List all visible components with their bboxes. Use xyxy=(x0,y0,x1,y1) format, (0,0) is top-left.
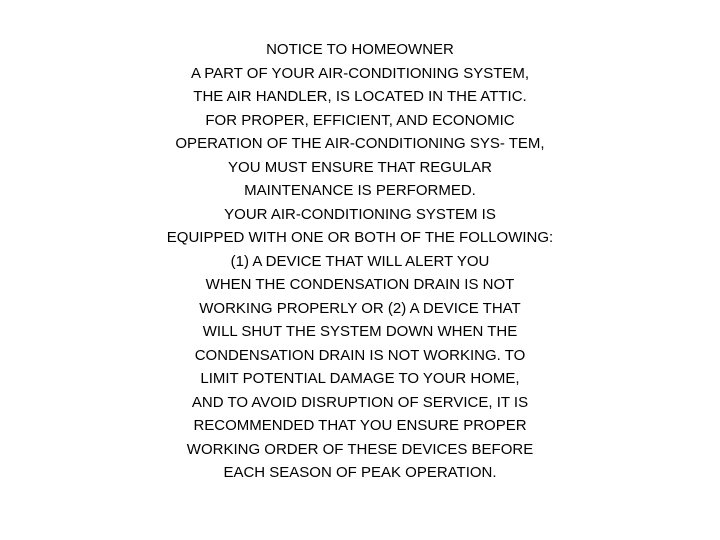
notice-line: THE AIR HANDLER, IS LOCATED IN THE ATTIC. xyxy=(193,88,527,105)
notice-title: NOTICE TO HOMEOWNER xyxy=(266,41,454,58)
notice-line: EACH SEASON OF PEAK OPERATION. xyxy=(223,464,497,481)
notice-line: RECOMMENDED THAT YOU ENSURE PROPER xyxy=(193,417,527,434)
notice-line: WORKING PROPERLY OR (2) A DEVICE THAT xyxy=(199,299,521,317)
notice-line: EQUIPPED WITH ONE OR BOTH OF THE FOLLOWING: xyxy=(166,229,554,246)
notice-text-block xyxy=(0,38,720,485)
notice-line: CONDENSATION DRAIN IS NOT WORKING. TO xyxy=(194,346,526,364)
notice-line: YOU MUST ENSURE THAT REGULAR xyxy=(228,158,492,176)
notice-line: OPERATION OF THE AIR-CONDITIONING SYS- TEM, xyxy=(175,135,545,152)
notice-line: WORKING ORDER OF THESE DEVICES BEFORE xyxy=(186,440,534,458)
notice-line: LIMIT POTENTIAL DAMAGE TO YOUR HOME, xyxy=(200,370,520,387)
notice-line: YOUR AIR-CONDITIONING SYSTEM IS xyxy=(224,205,496,223)
notice-line: (1) A DEVICE THAT WILL ALERT YOU xyxy=(230,252,490,270)
notice-line: FOR PROPER, EFFICIENT, AND ECONOMIC xyxy=(205,111,515,129)
notice-line: MAINTENANCE IS PERFORMED. xyxy=(244,182,476,199)
notice-line: A PART OF YOUR AIR-CONDITIONING SYSTEM, xyxy=(190,64,530,82)
notice-line: WHEN THE CONDENSATION DRAIN IS NOT xyxy=(205,276,515,293)
notice-line: WILL SHUT THE SYSTEM DOWN WHEN THE xyxy=(202,323,518,340)
notice-line: AND TO AVOID DISRUPTION OF SERVICE, IT IS xyxy=(191,393,529,411)
